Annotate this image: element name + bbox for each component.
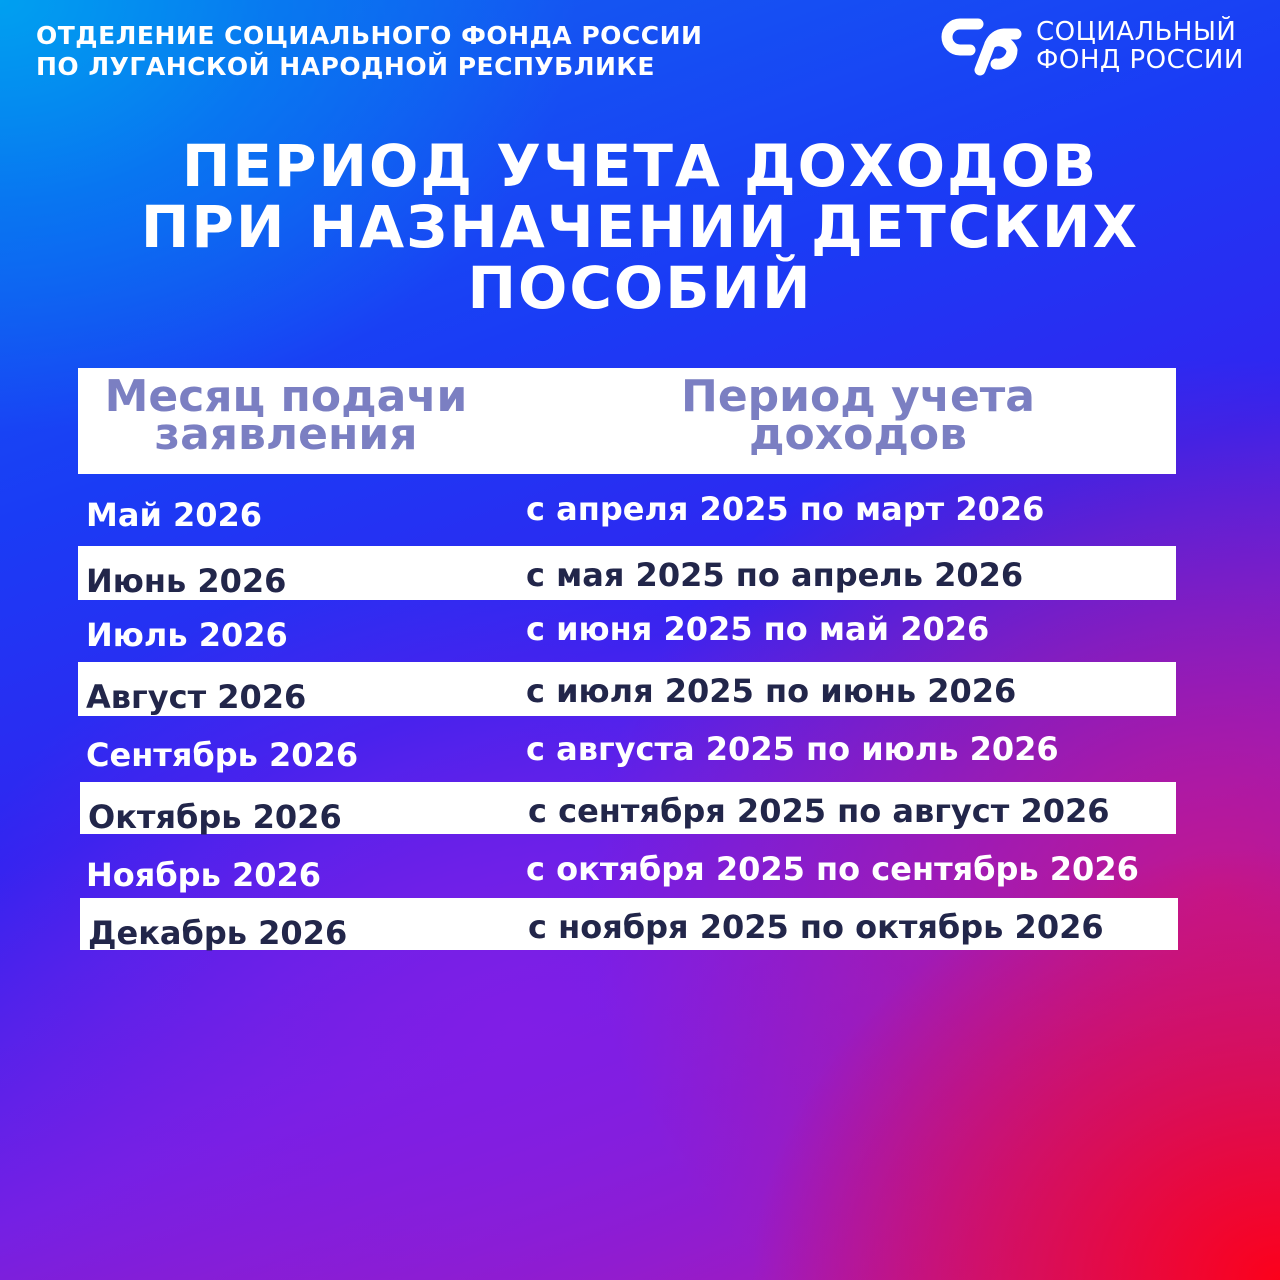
page-title xyxy=(0,132,1280,322)
row-period: с июня 2025 по май 2026 xyxy=(526,610,990,648)
row-month: Ноябрь 2026 xyxy=(86,856,321,894)
org-line-1: ОТДЕЛЕНИЕ СОЦИАЛЬНОГО ФОНДА РОССИИ xyxy=(36,21,703,50)
row-month: Октябрь 2026 xyxy=(88,798,342,836)
row-month: Июль 2026 xyxy=(86,616,288,654)
title-line-1: ПЕРИОД УЧЕТА ДОХОДОВ xyxy=(181,132,1099,200)
org-line-2: ПО ЛУГАНСКОЙ НАРОДНОЙ РЕСПУБЛИКЕ xyxy=(36,52,655,81)
logo-text xyxy=(1036,18,1244,74)
header-period-line-1: Период учета xyxy=(681,371,1035,422)
title-line-3: ПОСОБИЙ xyxy=(467,254,813,322)
sfr-logo xyxy=(938,12,1258,82)
table-row xyxy=(80,898,1178,950)
sfr-logo-icon xyxy=(938,12,1024,82)
table-row xyxy=(78,600,1176,654)
table-header xyxy=(78,368,1176,474)
row-period: с ноября 2025 по октябрь 2026 xyxy=(528,908,1104,946)
header-month-line-2: заявления xyxy=(154,409,418,460)
table-row xyxy=(80,782,1176,834)
table-row xyxy=(78,546,1176,600)
row-month: Декабрь 2026 xyxy=(88,914,348,952)
row-period: с апреля 2025 по март 2026 xyxy=(526,490,1045,528)
row-month: Май 2026 xyxy=(86,496,263,534)
title-line-2: ПРИ НАЗНАЧЕНИИ ДЕТСКИХ xyxy=(140,193,1140,261)
header-month xyxy=(86,371,486,460)
row-month: Август 2026 xyxy=(86,678,307,716)
row-period: с августа 2025 по июль 2026 xyxy=(526,730,1059,768)
row-period: с сентября 2025 по август 2026 xyxy=(528,792,1110,830)
table-row xyxy=(78,720,1176,774)
logo-line-2: ФОНД РОССИИ xyxy=(1036,45,1244,75)
logo-line-1: СОЦИАЛЬНЫЙ xyxy=(1036,17,1237,47)
row-month: Сентябрь 2026 xyxy=(86,736,359,774)
header-month-line-1: Месяц подачи xyxy=(104,371,468,422)
table-row xyxy=(78,662,1176,716)
row-period: с октября 2025 по сентябрь 2026 xyxy=(526,850,1139,888)
header-period xyxy=(648,371,1068,460)
row-period: с июля 2025 по июнь 2026 xyxy=(526,672,1017,710)
row-period: с мая 2025 по апрель 2026 xyxy=(526,556,1024,594)
header-period-line-2: доходов xyxy=(749,409,967,460)
row-month: Июнь 2026 xyxy=(86,562,287,600)
organization-name xyxy=(36,20,702,82)
table-row xyxy=(78,480,1176,534)
table-row xyxy=(78,840,1176,894)
